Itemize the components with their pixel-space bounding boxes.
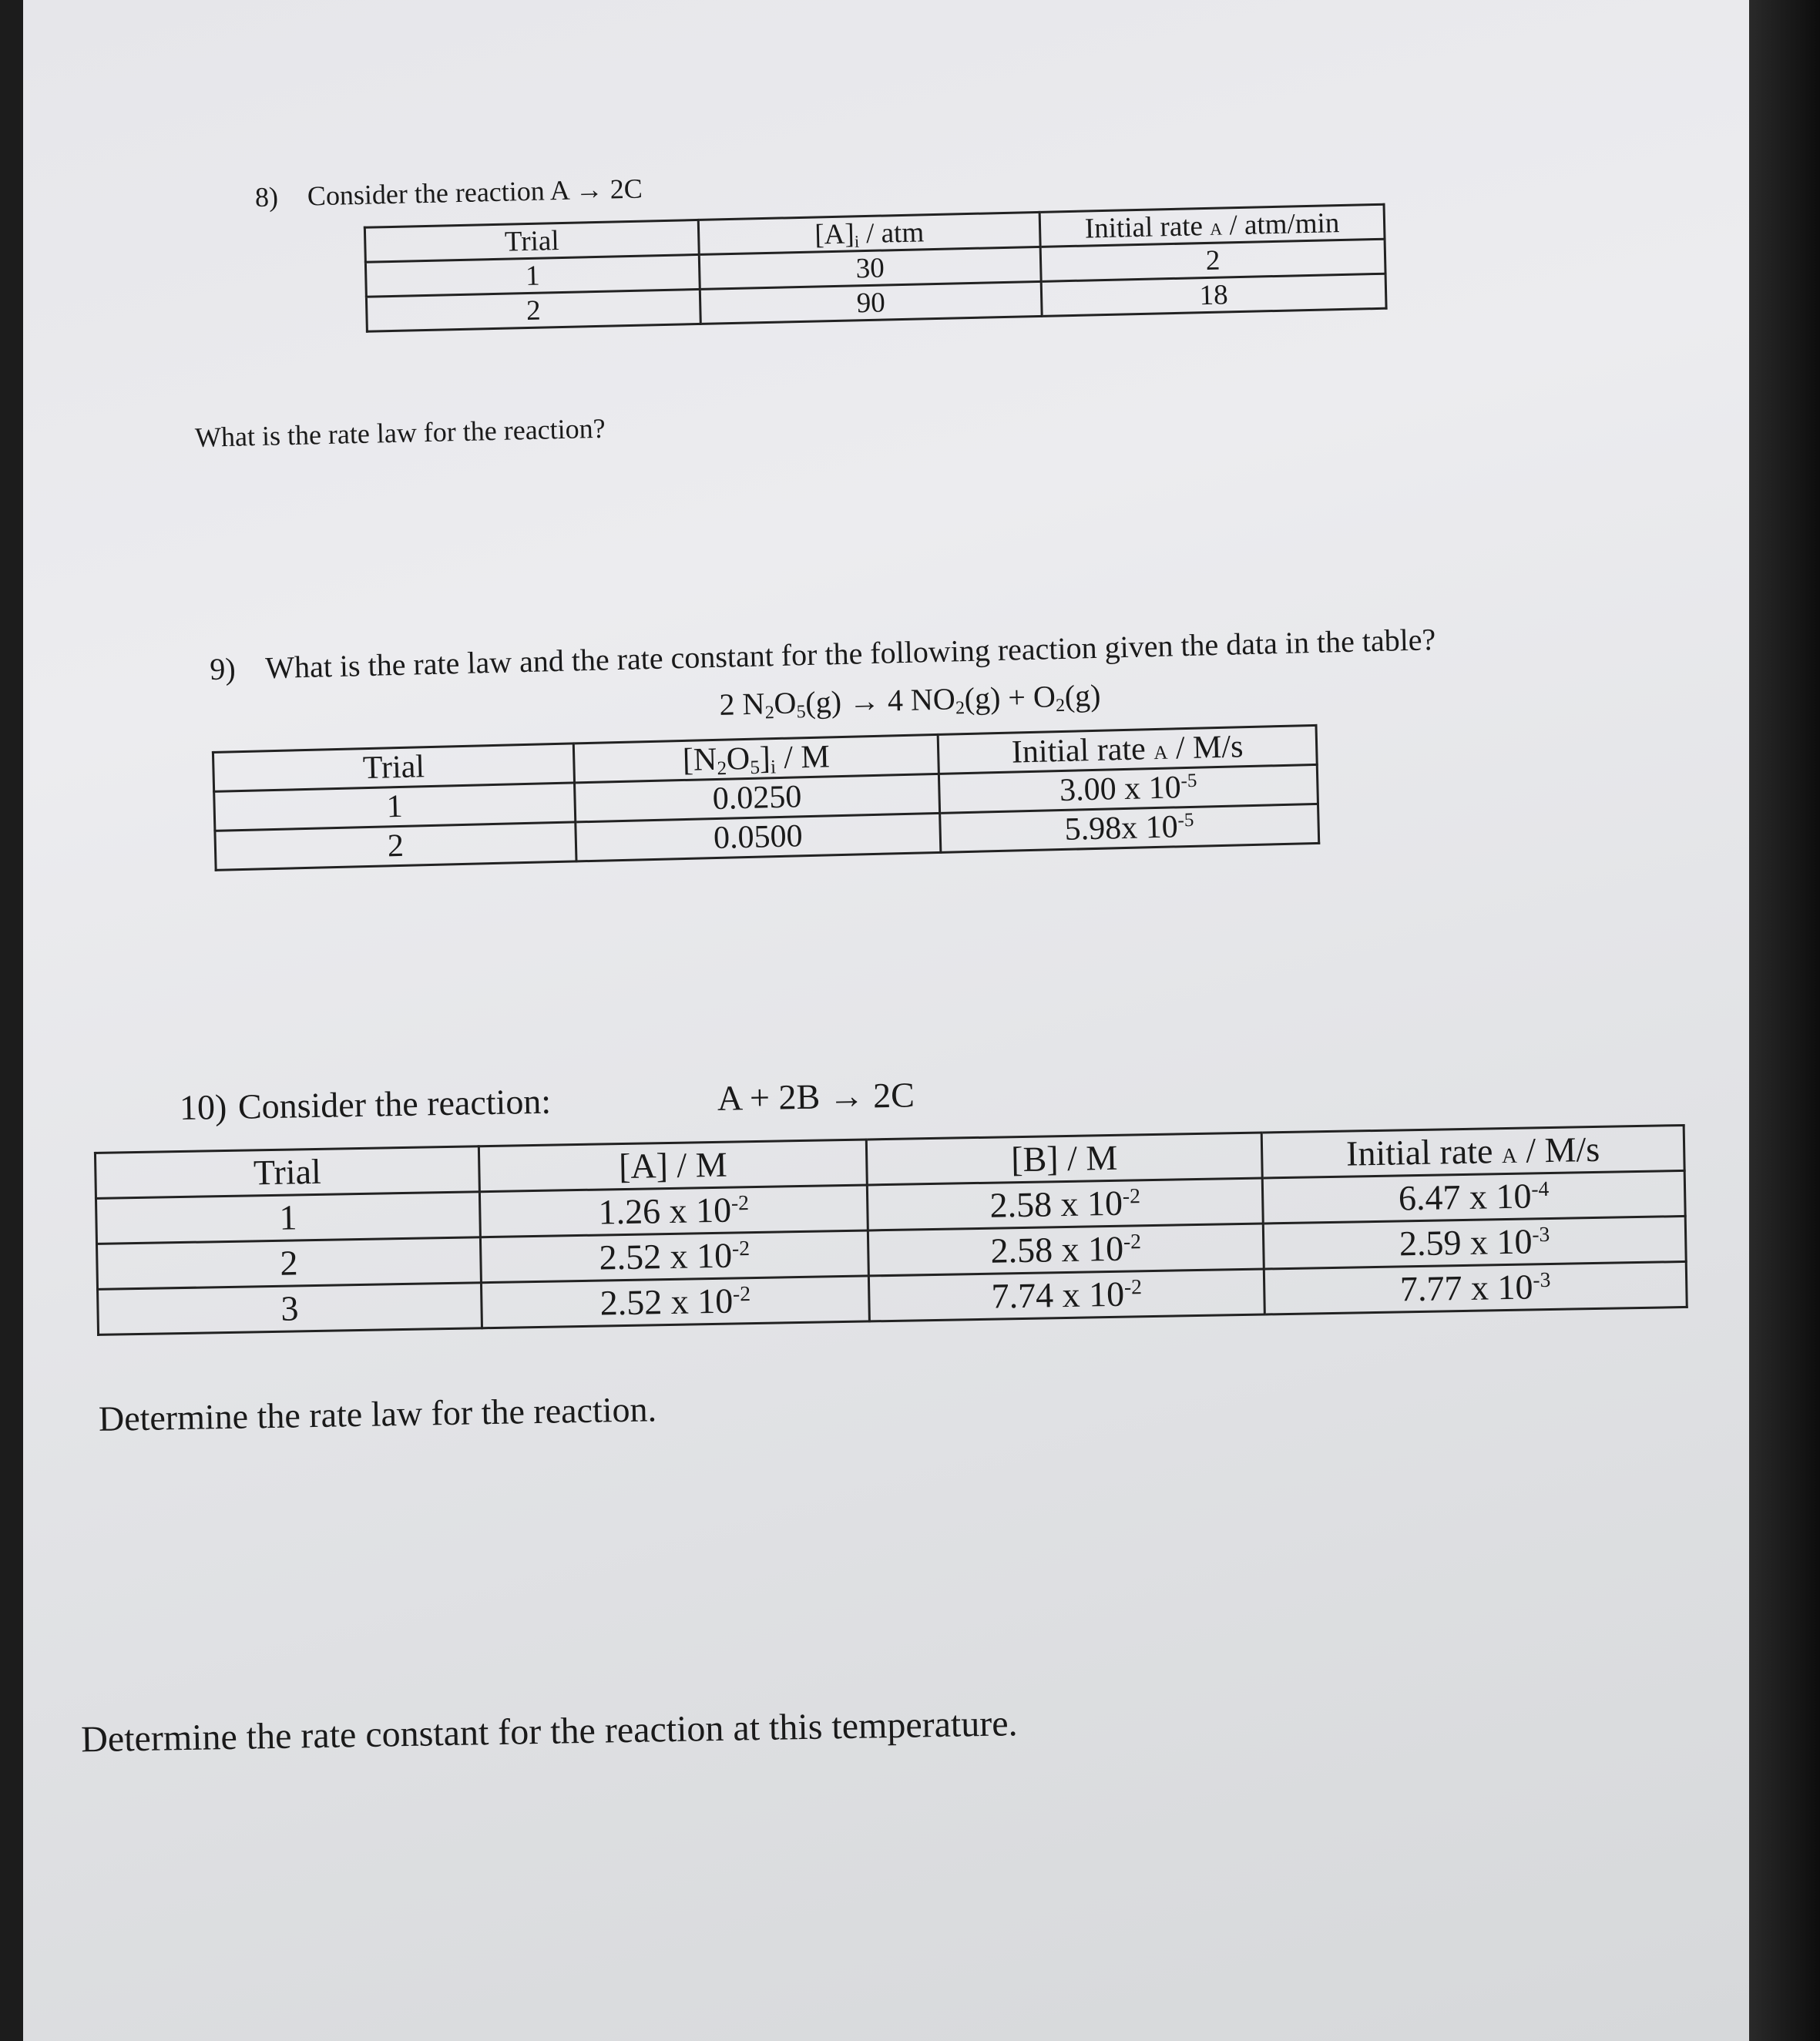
header-trial: Trial	[364, 220, 699, 262]
question-10-prompt: Consider the reaction:	[237, 1081, 552, 1126]
header-initial-rate: Initial rate A / M/s	[1261, 1125, 1684, 1178]
cell-rate: 2	[1040, 239, 1385, 281]
cell-b-concentration: 2.58 x $10^{-2}$	[867, 1178, 1263, 1230]
cell-rate: 7.77 x $10^{-3}$	[1264, 1261, 1687, 1314]
cell-concentration: 0.0250	[575, 774, 940, 822]
header-initial-rate: Initial rate A / atm/min	[1039, 204, 1385, 247]
question-9-number: 9)	[209, 651, 237, 686]
header-initial-rate: Initial rate A / M/s	[938, 725, 1317, 774]
question-9-prompt: What is the rate law and the rate constant for the following reaction given the data in the table?	[264, 622, 1436, 686]
question-10-number: 10)	[179, 1086, 227, 1128]
cell-trial: 1	[214, 783, 576, 831]
cell-rate: 3.00 x $10^{-5}$	[939, 764, 1318, 813]
page-edge-shadow	[1749, 0, 1820, 2041]
cell-trial: 3	[98, 1283, 482, 1335]
question-10-table	[94, 1124, 1688, 1336]
question-8-prompt: Consider the reaction A → 2C	[307, 173, 643, 212]
header-concentration: $[N_2O_5]_i$ / M	[573, 734, 939, 783]
cell-rate: 18	[1041, 274, 1386, 316]
cell-b-concentration: 2.58 x $10^{-2}$	[868, 1224, 1264, 1276]
cell-b-concentration: 7.74 x $10^{-2}$	[868, 1269, 1264, 1321]
cell-rate: 5.98x $10^{-5}$	[940, 804, 1319, 852]
header-b-concentration: [B] / M	[866, 1133, 1262, 1185]
cell-concentration: 90	[700, 281, 1042, 324]
cell-trial: 2	[215, 822, 576, 870]
cell-rate: 2.59 x $10^{-3}$	[1263, 1216, 1686, 1269]
question-10-rate-constant: Determine the rate constant for the reaction at this temperature.	[80, 1703, 1018, 1761]
header-trial: Trial	[213, 744, 574, 791]
cell-trial: 1	[365, 254, 700, 297]
cell-trial: 1	[96, 1192, 480, 1244]
cell-concentration: 30	[699, 247, 1041, 289]
cell-a-concentration: 2.52 x $10^{-2}$	[480, 1230, 868, 1283]
header-a-concentration: [A] / M	[479, 1140, 867, 1192]
cell-trial: 2	[97, 1237, 482, 1290]
cell-a-concentration: 2.52 x $10^{-2}$	[481, 1276, 869, 1328]
cell-trial: 2	[366, 289, 700, 331]
question-10-rate-law: Determine the rate law for the reaction.	[98, 1389, 657, 1438]
question-10-equation: A + 2B → 2C	[717, 1075, 915, 1118]
question-9-equation: 2 $N_2O_5(g) \to 4$ $NO_2(g) + O_2(g)$	[719, 677, 1101, 723]
cell-rate: 6.47 x $10^{-4}$	[1262, 1170, 1685, 1224]
header-concentration: $[A]_i$ / atm	[698, 212, 1040, 254]
cell-concentration: 0.0500	[576, 813, 941, 861]
question-8-number: 8)	[254, 181, 279, 213]
question-8-rate-law: What is the rate law for the reaction?	[194, 412, 606, 453]
cell-a-concentration: 1.26 x $10^{-2}$	[479, 1185, 868, 1237]
header-trial: Trial	[95, 1146, 479, 1199]
